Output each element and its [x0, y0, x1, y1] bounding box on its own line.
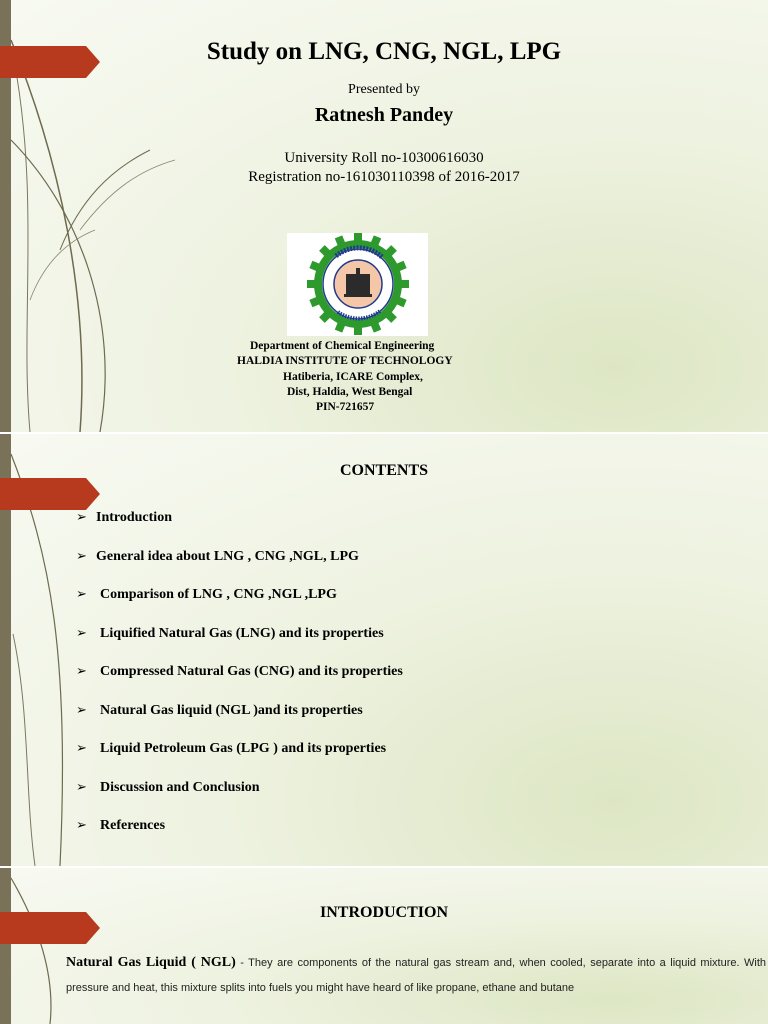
- author-name: Ratnesh Pandey: [314, 104, 454, 126]
- pin-code: PIN-721657: [316, 401, 375, 413]
- presented-by-label: Presented by: [348, 82, 420, 97]
- page-title: Study on LNG, CNG, NGL, LPG: [206, 38, 562, 65]
- contents-list: [76, 510, 403, 857]
- contents-heading: CONTENTS: [339, 462, 429, 479]
- gear-logo-icon: [287, 233, 428, 336]
- arrow-bullet-icon: ➢: [76, 664, 87, 679]
- accent-tab: [0, 478, 100, 510]
- title-slide: [0, 0, 768, 432]
- list-item: ➢ Discussion and Conclusion: [76, 779, 260, 795]
- list-item: ➢ Liquified Natural Gas (LNG) and its properties: [76, 625, 384, 641]
- arrow-bullet-icon: ➢: [76, 741, 87, 756]
- department-name: Department of Chemical Engineering: [250, 340, 435, 352]
- introduction-heading: INTRODUCTION: [319, 904, 448, 921]
- ngl-definition: - They are components of the natural gas stream and, when cooled, separate into a liquid mixture. With pressure and heat, this mixture splits into fuels you might have heard of like propane, ethane and butane: [66, 957, 766, 994]
- arrow-bullet-icon: ➢: [76, 587, 87, 602]
- list-item: ➢ Introduction: [76, 510, 172, 525]
- list-item: ➢ General idea about LNG , CNG ,NGL, LPG: [76, 548, 359, 564]
- list-item: ➢ Comparison of LNG , CNG ,NGL ,LPG: [76, 587, 337, 602]
- institute-logo: [287, 233, 428, 336]
- list-item: ➢ Liquid Petroleum Gas (LPG ) and its properties: [76, 741, 387, 756]
- address-line-1: Hatiberia, ICARE Complex,: [283, 371, 423, 383]
- institute-name: HALDIA INSTITUTE OF TECHNOLOGY: [237, 355, 453, 367]
- arrow-bullet-icon: ➢: [76, 779, 87, 795]
- roll-number: University Roll no-10300616030: [284, 150, 484, 166]
- registration-number: Registration no-161030110398 of 2016-2017: [248, 169, 520, 185]
- contents-slide: [0, 434, 768, 866]
- list-item: ➢ Compressed Natural Gas (CNG) and its properties: [76, 664, 403, 679]
- arrow-bullet-icon: ➢: [76, 702, 87, 718]
- arrow-bullet-icon: ➢: [76, 548, 87, 564]
- introduction-slide: [0, 868, 768, 1024]
- list-item: ➢ References: [76, 818, 166, 833]
- list-item: ➢ Natural Gas liquid (NGL )and its properties: [76, 702, 363, 718]
- address-line-2: Dist, Haldia, West Bengal: [287, 386, 413, 398]
- arrow-bullet-icon: ➢: [76, 818, 87, 833]
- arrow-bullet-icon: ➢: [76, 625, 87, 641]
- introduction-paragraph: [66, 950, 766, 1001]
- arrow-bullet-icon: ➢: [76, 510, 87, 525]
- ngl-term: Natural Gas Liquid ( NGL): [66, 955, 236, 970]
